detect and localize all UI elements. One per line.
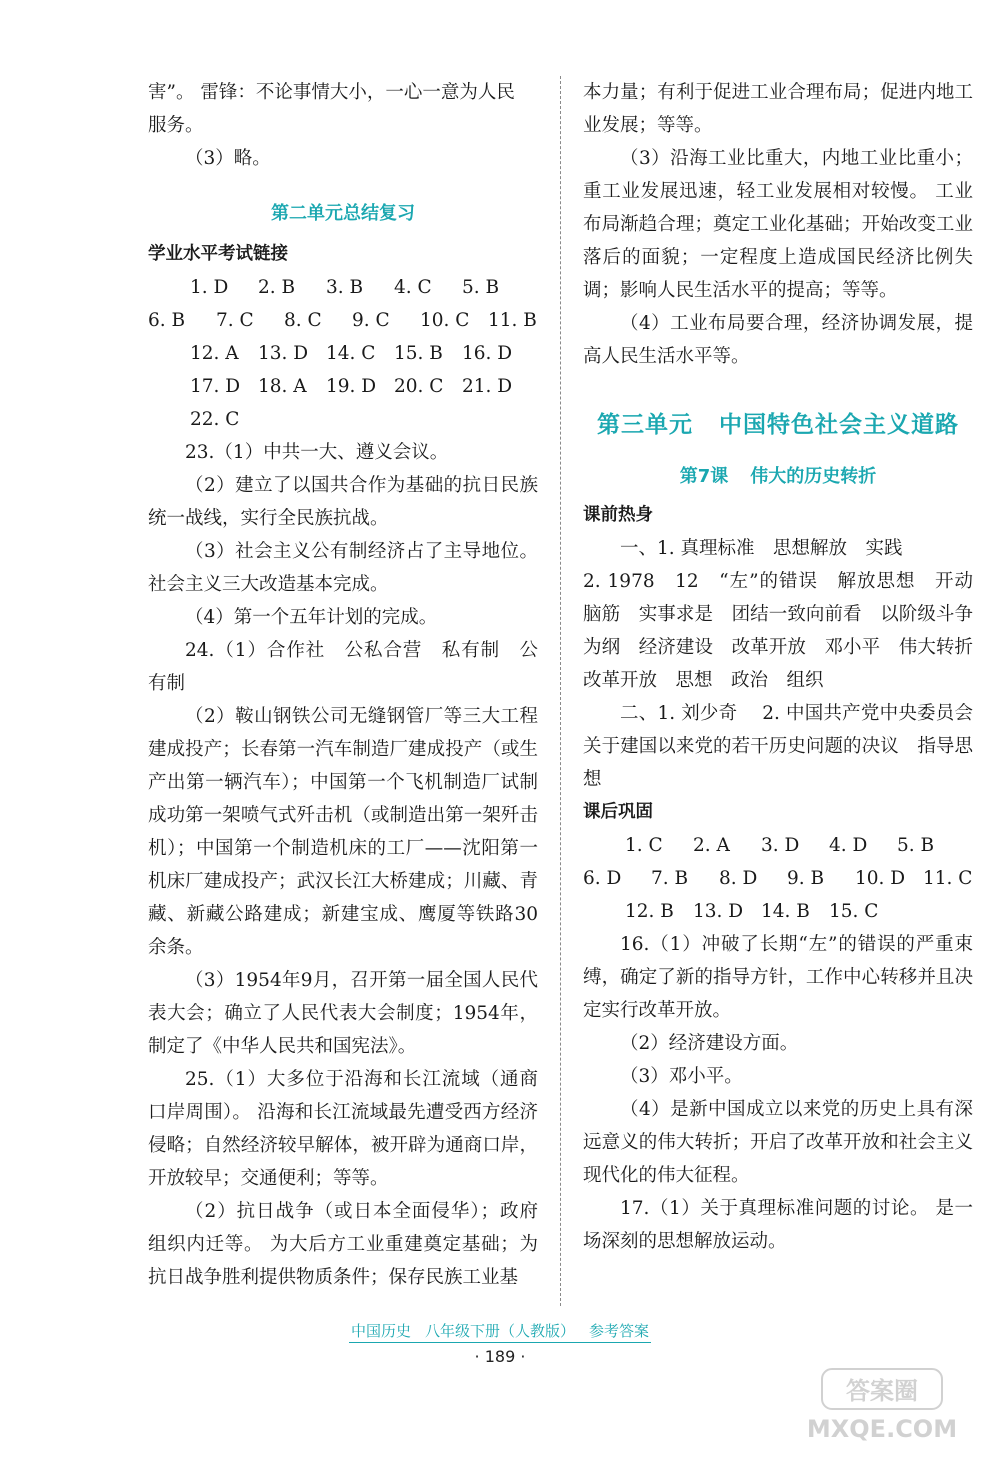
right-column [583,76,992,1258]
page-number: · 189 · [474,1347,526,1366]
q23-answer-3: （3）社会主义公有制经济占了主导地位。社会主义三大改造基本完成。 [148,541,538,595]
footer-grade: 八年级下册（人教版） [424,1322,575,1340]
mc-answer: 19. D [326,376,377,397]
mc-answer: 11. C [923,868,973,889]
mc-answer: 6. B [148,310,186,331]
mc-answer: 3. D [761,835,800,856]
mc-answer: 10. C [420,310,470,331]
q23-answer-2: （2）建立了以国共合作为基础的抗日民族统一战线，实行全民族抗战。 [148,475,538,529]
q24-answer-3: （3）1954年9月，召开第一届全国人民代表大会；确立了人民代表大会制度；1954年，制定了《中华人民共和国宪法》。 [148,970,538,1057]
mc-answer: 9. C [352,310,390,331]
mc-answer: 8. C [284,310,322,331]
unit3-title [583,409,973,442]
mc-answer: 13. D [258,343,309,364]
left-column [148,76,538,1294]
intro-line-1: 害”。 雷锋：不论事情大小，一心一意为人民 [148,82,515,103]
mc-row [148,370,538,403]
q23-answer-4: （4）第一个五年计划的完成。 [185,607,438,628]
mc-answer: 1. C [625,835,663,856]
mc-answer: 10. D [855,868,906,889]
q24-answer-2: （2）鞍山钢铁公司无缝钢管厂等三大工程建成投产；长春第一汽车制造厂建成投产（或生产出第一辆汽车）；中国第一个飞机制造厂试制成功第一架喷气式歼击机（或制造出第一架歼击机）；中国第一个制造机床的工厂——沈阳第一机床厂建成投产；武汉长江大桥建成；川藏、青藏、新藏公路建成；新建宝成、鹰厦等铁路30余条。 [148,706,538,958]
mc-answer: 21. D [462,376,513,397]
q16-answer-1: 16.（1）冲破了长期“左”的错误的严重束缚，确定了新的指导方针，工作中心转移并且决定实行改革开放。 [583,934,973,1021]
mc-answer: 22. C [190,409,240,430]
q25-answer-2-continued: 本力量；有利于促进工业合理布局；促进内地工业发展；等等。 [583,82,973,136]
mc-row [583,862,973,895]
section-pre-class: 课前热身 [583,505,653,525]
q24-answer-1: 24.（1）合作社 公私合营 私有制 公有制 [148,640,538,694]
mc-answer: 14. B [761,901,810,922]
mc-answer: 3. B [326,277,364,298]
mc-answer: 8. D [719,868,758,889]
q16-answer-2: （2）经济建设方面。 [620,1033,799,1054]
q25-answer-4: （4）工业布局要合理，经济协调发展，提高人民生活水平等。 [583,313,973,367]
mc-answer: 2. A [693,835,730,856]
mc-row [148,271,538,304]
mc-answer: 18. A [258,376,307,397]
q17-answer-1: 17.（1）关于真理标准问题的讨论。 是一场深刻的思想解放运动。 [583,1198,973,1252]
watermark-logo [782,1365,982,1445]
mc-answer: 7. B [651,868,689,889]
section-exam-link: 学业水平考试链接 [148,244,288,264]
footer-running-title [349,1320,651,1343]
watermark-logo-text: 答案圈 [846,1377,918,1405]
column-divider [560,76,561,1306]
mc-answer: 13. D [693,901,744,922]
unit3-name: 中国特色社会主义道路 [719,412,959,438]
mc-answer: 14. C [326,343,376,364]
intro-answer-3: （3）略。 [185,148,271,169]
mc-answer: 7. C [216,310,254,331]
q25-answer-1: 25.（1）大多位于沿海和长江流域（通商口岸周围）。 沿海和长江流域最先遭受西方经济侵略；自然经济较早解体，被开辟为通商口岸，开放较早；交通便利；等等。 [148,1069,538,1189]
pre-answer-3: 二、1. 刘少奇 2. 中国共产党中央委员会关于建国以来党的若干历史问题的决议 指导思想 [583,703,973,790]
unit2-review-title: 第二单元总结复习 [271,203,415,224]
lesson-title [583,460,973,493]
intro-line-2: 服务。 [148,115,204,136]
pre-answer-1: 一、1. 真理标准 思想解放 实践 [620,538,903,559]
footer-subject: 中国历史 [350,1322,411,1340]
mc-answer: 5. B [897,835,935,856]
mc-answer: 17. D [190,376,241,397]
mc-answer: 5. B [462,277,500,298]
mc-answer: 15. B [394,343,443,364]
mc-row [148,337,538,370]
page-footer [0,1320,1000,1366]
mc-answer: 11. B [488,310,537,331]
mc-answer: 20. C [394,376,444,397]
mc-row [148,304,538,337]
watermark-text: MXQE.COM [806,1415,958,1443]
mc-answer: 12. B [625,901,674,922]
section-post-class: 课后巩固 [583,802,653,822]
q16-answer-3: （3）邓小平。 [620,1066,743,1087]
mc-answer: 4. C [394,277,432,298]
mc-row [148,403,538,436]
footer-answers: 参考答案 [589,1322,650,1340]
q25-answer-3: （3）沿海工业比重大，内地工业比重小；重工业发展迅速，轻工业发展相对较慢。 工业布局渐趋合理；奠定工业化基础；开始改变工业落后的面貌；一定程度上造成国民经济比例失调；影响人民生活水平的提高；等等。 [583,148,973,301]
mc-answer: 6. D [583,868,622,889]
q23-answer-1: 23.（1）中共一大、遵义会议。 [185,442,449,463]
lesson-label: 第7课 [679,466,729,487]
q25-answer-2: （2）抗日战争（或日本全面侵华）；政府组织内迁等。 为大后方工业重建奠定基础；为抗日战争胜利提供物质条件；保存民族工业基 [148,1201,538,1288]
mc-answer: 15. C [829,901,879,922]
lesson-name: 伟大的历史转折 [750,466,877,487]
mc-answer: 2. B [258,277,296,298]
unit3-label: 第三单元 [597,412,693,438]
mc-answer: 1. D [190,277,229,298]
mc-answer: 16. D [462,343,513,364]
mc-row [583,829,973,862]
mc-answer: 4. D [829,835,868,856]
mc-answer: 9. B [787,868,825,889]
pre-answer-2: 2. 1978 12 “左”的错误 解放思想 开动脑筋 实事求是 团结一致向前看 以阶级斗争为纲 经济建设 改革开放 邓小平 伟大转折 改革开放 思想 政治 组织 [583,571,992,691]
mc-answer: 12. A [190,343,239,364]
q16-answer-4: （4）是新中国成立以来党的历史上具有深远意义的伟大转折；开启了改革开放和社会主义现代化的伟大征程。 [583,1099,973,1186]
mc-row [583,895,973,928]
